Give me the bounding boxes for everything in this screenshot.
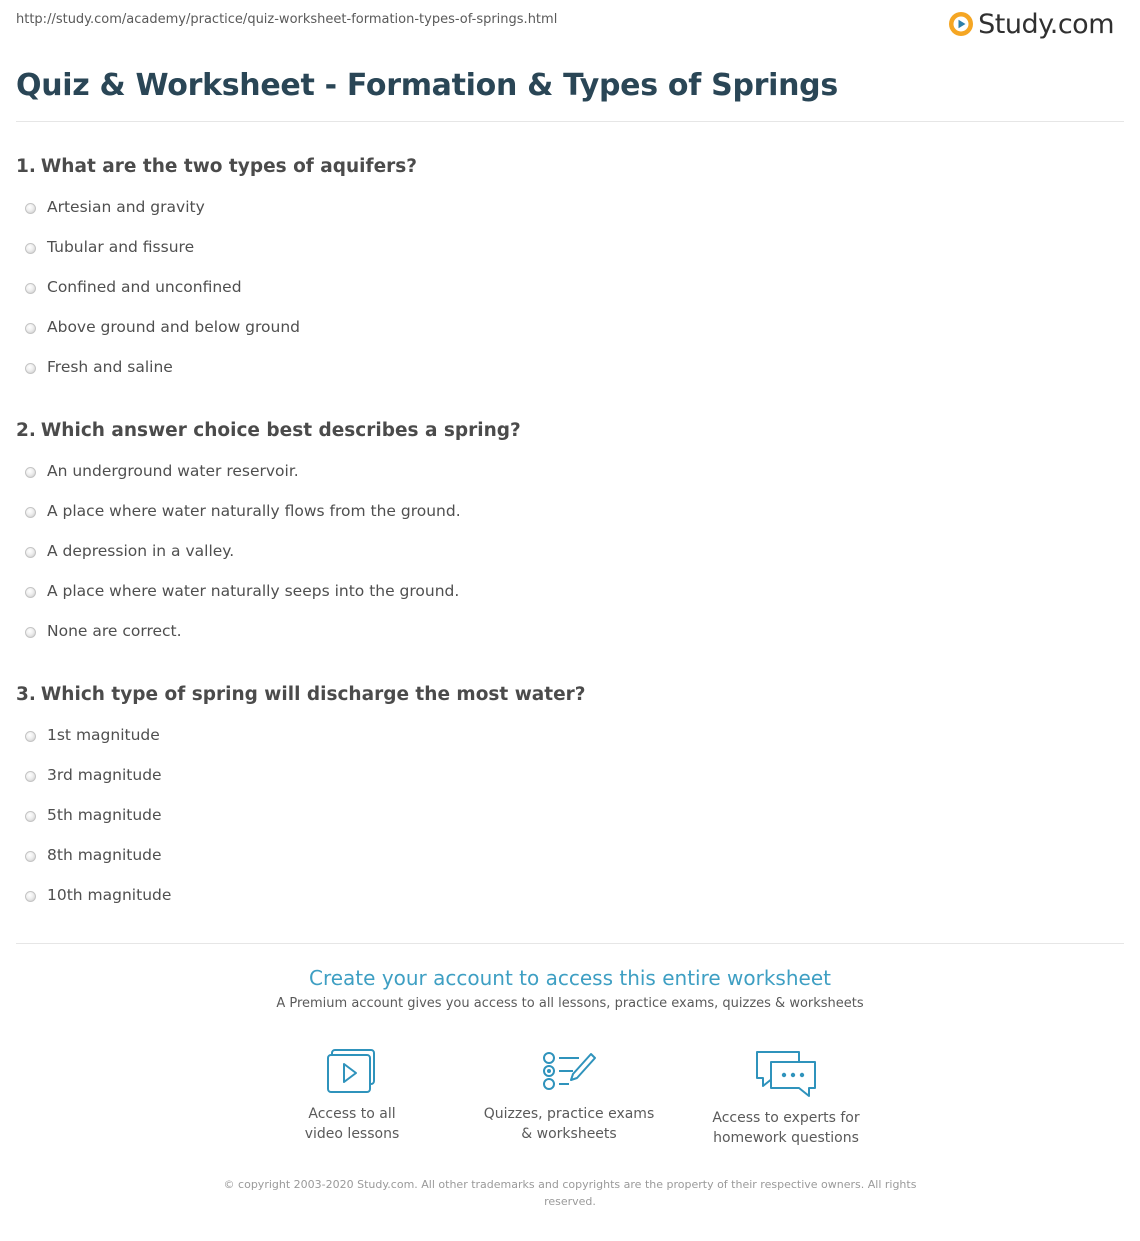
radio-button[interactable] xyxy=(25,203,36,214)
cta-title-link[interactable]: Create your account to access this entire worksheet xyxy=(309,966,831,990)
radio-button[interactable] xyxy=(25,467,36,478)
feature-label: Quizzes, practice exams & worksheets xyxy=(483,1106,655,1142)
answer-option[interactable] xyxy=(16,621,1116,661)
answer-option[interactable] xyxy=(16,541,1116,581)
radio-button[interactable] xyxy=(25,283,36,294)
option-label[interactable]: Confined and unconfined xyxy=(47,278,242,296)
page-url: http://study.com/academy/practice/quiz-worksheet-formation-types-of-springs.html xyxy=(16,12,558,27)
answer-option[interactable] xyxy=(16,725,1116,765)
question-number: 2. xyxy=(16,420,36,441)
option-label[interactable]: 10th magnitude xyxy=(47,886,172,904)
answer-option[interactable] xyxy=(16,501,1116,541)
option-label[interactable]: Artesian and gravity xyxy=(47,198,205,216)
question-3 xyxy=(16,683,1116,925)
answer-options xyxy=(16,461,1116,661)
option-label[interactable]: A place where water naturally seeps into the ground. xyxy=(47,582,460,600)
feature-label: Access to experts for homework questions xyxy=(712,1110,860,1146)
question-number: 3. xyxy=(16,684,36,705)
copyright-footer: © copyright 2003-2020 Study.com. All other trademarks and copyrights are the property of their respective owners. All rights reserved. xyxy=(223,1178,917,1208)
radio-button[interactable] xyxy=(25,363,36,374)
radio-button[interactable] xyxy=(25,851,36,862)
answer-option[interactable] xyxy=(16,237,1116,277)
page-title: Quiz & Worksheet - Formation & Types of Springs xyxy=(16,68,838,103)
option-label[interactable]: Above ground and below ground xyxy=(47,318,301,336)
question-text xyxy=(16,155,1116,179)
feature-label: Access to all video lessons xyxy=(304,1106,400,1142)
answer-option[interactable] xyxy=(16,845,1116,885)
play-circle-icon xyxy=(948,11,974,37)
radio-button[interactable] xyxy=(25,243,36,254)
question-number: 1. xyxy=(16,156,36,177)
option-label[interactable]: 1st magnitude xyxy=(47,726,160,744)
answer-option[interactable] xyxy=(16,805,1116,845)
question-prompt: Which type of spring will discharge the most water? xyxy=(40,684,586,705)
option-label[interactable]: A depression in a valley. xyxy=(47,542,235,560)
question-text xyxy=(16,419,1116,443)
answer-option[interactable] xyxy=(16,197,1116,237)
answer-option[interactable] xyxy=(16,765,1116,805)
signup-cta xyxy=(0,966,1140,1011)
study-logo[interactable] xyxy=(948,6,1114,42)
question-text xyxy=(16,683,1116,707)
question-prompt: What are the two types of aquifers? xyxy=(40,156,417,177)
video-lessons-icon xyxy=(326,1048,378,1094)
radio-button[interactable] xyxy=(25,891,36,902)
cta-divider xyxy=(16,943,1124,944)
option-label[interactable]: None are correct. xyxy=(47,622,182,640)
option-label[interactable]: 5th magnitude xyxy=(47,806,162,824)
answer-option[interactable] xyxy=(16,317,1116,357)
answer-option[interactable] xyxy=(16,581,1116,621)
answer-option[interactable] xyxy=(16,885,1116,925)
radio-button[interactable] xyxy=(25,547,36,558)
radio-button[interactable] xyxy=(25,323,36,334)
feature-quizzes xyxy=(469,1048,669,1144)
header-divider xyxy=(16,121,1124,122)
question-prompt: Which answer choice best describes a spring? xyxy=(40,420,521,441)
option-label[interactable]: A place where water naturally flows from the ground. xyxy=(47,502,461,520)
logo-text: Study.com xyxy=(978,8,1114,40)
answer-options xyxy=(16,725,1116,925)
question-2 xyxy=(16,419,1116,661)
radio-button[interactable] xyxy=(25,811,36,822)
answer-option[interactable] xyxy=(16,277,1116,317)
answer-option[interactable] xyxy=(16,357,1116,397)
option-label[interactable]: An underground water reservoir. xyxy=(47,462,299,480)
radio-button[interactable] xyxy=(25,731,36,742)
option-label[interactable]: Fresh and saline xyxy=(47,358,173,376)
radio-button[interactable] xyxy=(25,771,36,782)
option-label[interactable]: 8th magnitude xyxy=(47,846,162,864)
feature-experts xyxy=(686,1048,886,1148)
radio-button[interactable] xyxy=(25,507,36,518)
question-1 xyxy=(16,155,1116,397)
option-label[interactable]: Tubular and fissure xyxy=(47,238,195,256)
radio-button[interactable] xyxy=(25,627,36,638)
answer-option[interactable] xyxy=(16,461,1116,501)
quiz-checklist-icon xyxy=(541,1048,597,1094)
answer-options xyxy=(16,197,1116,397)
chat-bubbles-icon xyxy=(753,1048,819,1098)
radio-button[interactable] xyxy=(25,587,36,598)
feature-video-lessons xyxy=(252,1048,452,1144)
option-label[interactable]: 3rd magnitude xyxy=(47,766,162,784)
cta-subtitle: A Premium account gives you access to all lessons, practice exams, quizzes & worksheets xyxy=(276,996,864,1011)
